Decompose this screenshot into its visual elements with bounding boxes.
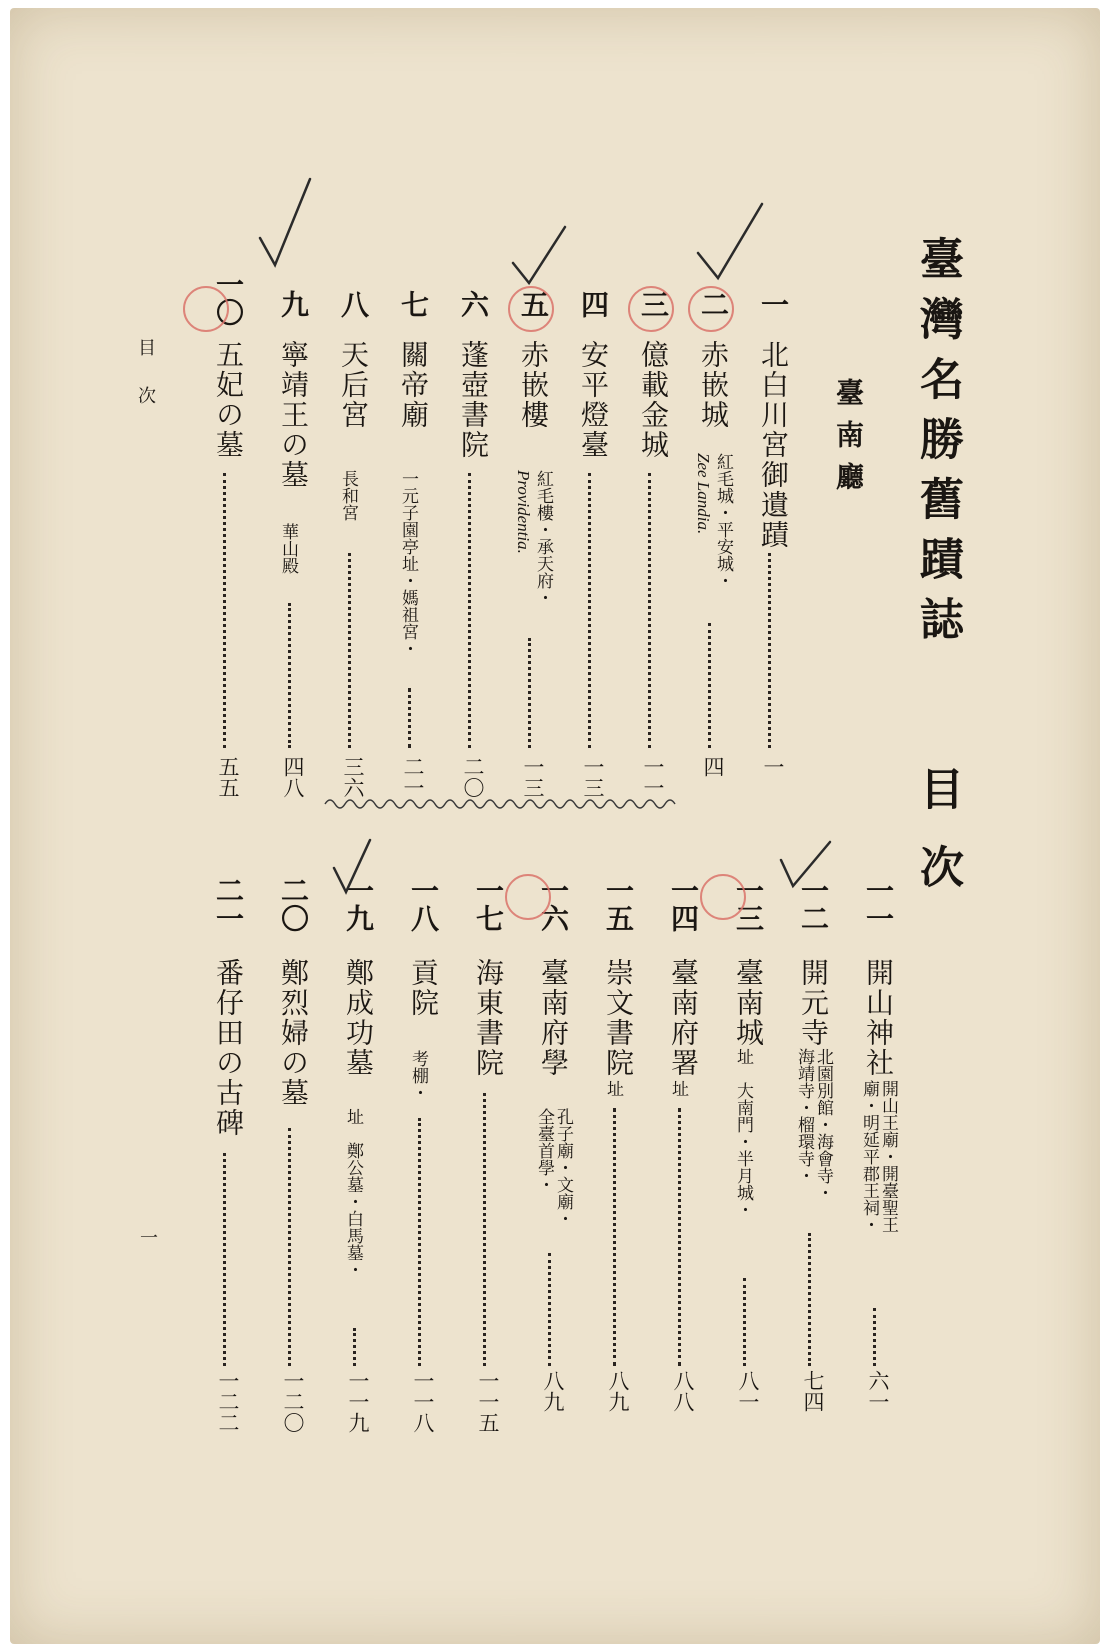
entry-title: 億載金城 xyxy=(637,340,670,460)
leader-dots xyxy=(288,603,291,748)
entry-page: 四八 xyxy=(281,756,305,798)
entry-title: 安平燈臺 xyxy=(577,340,610,460)
entry-page: 一 xyxy=(761,756,785,777)
entry-page: 一三 xyxy=(521,756,545,798)
entry-title: 鄭成功墓 xyxy=(342,958,375,1078)
entry-title: 臺南府署 xyxy=(667,958,700,1078)
entry-page: 一一九 xyxy=(346,1370,370,1433)
entry-title: 蓬壺書院 xyxy=(457,340,490,460)
check-mark-icon xyxy=(505,223,585,293)
leader-dots xyxy=(873,1308,876,1366)
entry-title: 海東書院 xyxy=(472,958,505,1078)
leader-dots xyxy=(768,553,771,748)
entry-page: 一三 xyxy=(581,756,605,798)
entry-subtitle: 一元子園亭址・媽祖宮・ xyxy=(398,470,418,657)
entry-number: 一六 xyxy=(537,876,570,932)
entry-number: 五 xyxy=(517,290,550,318)
book-page xyxy=(10,8,1100,1644)
entry-number: 六 xyxy=(457,290,490,318)
book-title: 臺灣名勝舊蹟誌 xyxy=(912,236,963,656)
entry-number: 四 xyxy=(577,290,610,318)
entry-subtitle: 孔子廟・文廟・ xyxy=(553,1108,573,1227)
leader-dots xyxy=(288,1128,291,1366)
red-circle-mark xyxy=(505,874,551,920)
entry-title: 貢院 xyxy=(407,958,440,1018)
entry-page: 八九 xyxy=(541,1370,565,1412)
leader-dots xyxy=(468,473,471,748)
wavy-divider xyxy=(325,794,685,814)
leader-dots xyxy=(708,623,711,748)
red-circle-mark xyxy=(628,286,674,332)
entry-page: 一一 xyxy=(641,756,665,798)
entry-title: 開山神社 xyxy=(862,958,895,1078)
leader-dots xyxy=(678,1108,681,1366)
entry-page: 八九 xyxy=(606,1370,630,1412)
check-mark-icon xyxy=(250,173,330,273)
entry-number: 一五 xyxy=(602,876,635,932)
entry-number: 一三 xyxy=(732,876,765,932)
entry-number: 二〇 xyxy=(277,876,310,932)
entry-subtitle: 開山王廟・開臺聖王 xyxy=(878,1080,898,1233)
entry-subtitle: 址 大南門・半月城・ xyxy=(733,1048,753,1218)
entry-number: 一一 xyxy=(862,876,895,932)
entry-page: 三六 xyxy=(341,756,365,798)
entry-page: 一二二 xyxy=(216,1370,240,1433)
check-mark-icon xyxy=(690,198,770,288)
leader-dots xyxy=(613,1108,616,1366)
check-mark-icon xyxy=(775,838,845,898)
entry-page: 二一 xyxy=(401,756,425,798)
entry-subtitle: 華山殿 xyxy=(278,523,298,574)
entry-title: 鄭烈婦の墓 xyxy=(277,958,310,1108)
entry-subtitle: 北園別館・海會寺・ xyxy=(813,1048,833,1201)
entry-title: 寧靖王の墓 xyxy=(277,340,310,490)
entry-title: 天后宮 xyxy=(337,340,370,430)
entry-subtitle: 址 鄭公墓・白馬墓・ xyxy=(343,1108,363,1278)
leader-dots xyxy=(743,1278,746,1366)
entry-subtitle: 廟・明延平郡王祠・ xyxy=(859,1080,879,1233)
entry-number: 一八 xyxy=(407,876,440,932)
entry-subtitle: 考棚・ xyxy=(408,1050,428,1101)
entry-number: 九 xyxy=(277,290,310,318)
entry-title: 關帝廟 xyxy=(397,340,430,430)
leader-dots xyxy=(223,1153,226,1366)
entry-subtitle: 長和宮 xyxy=(338,470,358,521)
check-mark-icon xyxy=(328,838,388,898)
entry-page: 五五 xyxy=(216,756,240,798)
leader-dots xyxy=(353,1328,356,1366)
entry-number: 二 xyxy=(697,290,730,318)
entry-page: 一一八 xyxy=(411,1370,435,1433)
red-circle-mark xyxy=(183,286,229,332)
leader-dots xyxy=(588,473,591,748)
entry-page: 二〇 xyxy=(461,756,485,798)
entry-title: 五妃の墓 xyxy=(212,340,245,460)
entry-subtitle: 紅毛城・平安城・ xyxy=(713,453,733,589)
entry-subtitle: 址 xyxy=(668,1080,688,1097)
entry-page: 一二〇 xyxy=(281,1370,305,1433)
entry-number: 一九 xyxy=(342,876,375,932)
entry-page: 一一五 xyxy=(476,1370,500,1433)
entry-title: 番仔田の古碑 xyxy=(212,958,245,1138)
leader-dots xyxy=(528,638,531,748)
entry-title: 臺南府學 xyxy=(537,958,570,1078)
entry-subtitle: 海靖寺・榴環寺・ xyxy=(794,1048,814,1184)
entry-page: 八八 xyxy=(671,1370,695,1412)
leader-dots xyxy=(223,473,226,748)
entry-number: 八 xyxy=(337,290,370,318)
entry-subtitle: 全臺首學・ xyxy=(534,1108,554,1193)
entry-subtitle-latin: Zee Landia. xyxy=(694,453,713,535)
entry-title: 赤嵌樓 xyxy=(517,340,550,430)
entry-title: 開元寺 xyxy=(797,958,830,1048)
red-circle-mark xyxy=(688,286,734,332)
entry-number: 二一 xyxy=(212,876,245,932)
entry-title: 臺南城 xyxy=(732,958,765,1048)
section-title: 臺南廳 xyxy=(832,378,865,504)
entry-number: 一二 xyxy=(797,876,830,932)
leader-dots xyxy=(418,1118,421,1366)
leader-dots xyxy=(808,1233,811,1366)
entry-number: 一〇 xyxy=(212,270,245,326)
entry-title: 赤嵌城 xyxy=(697,340,730,430)
leader-dots xyxy=(483,1093,486,1366)
entry-subtitle: 紅毛樓・承天府・ xyxy=(533,470,553,606)
entry-page: 四 xyxy=(701,756,725,777)
entry-number: 一七 xyxy=(472,876,505,932)
entry-number: 一四 xyxy=(667,876,700,932)
entry-number: 三 xyxy=(637,290,670,318)
entry-page: 八一 xyxy=(736,1370,760,1412)
entry-subtitle-latin: Providentia. xyxy=(514,470,533,554)
leader-dots xyxy=(548,1253,551,1366)
entry-title: 崇文書院 xyxy=(602,958,635,1078)
entry-number: 一 xyxy=(757,290,790,318)
running-title: 目次 xyxy=(135,338,156,434)
entry-page: 六一 xyxy=(866,1370,890,1412)
leader-dots xyxy=(408,688,411,748)
leader-dots xyxy=(348,553,351,748)
leader-dots xyxy=(648,473,651,748)
toc-heading: 目次 xyxy=(912,766,963,922)
red-circle-mark xyxy=(700,874,746,920)
page-number: 一 xyxy=(137,1228,158,1246)
entry-page: 七四 xyxy=(801,1370,825,1412)
entry-subtitle: 址 xyxy=(603,1080,623,1097)
entry-number: 七 xyxy=(397,290,430,318)
entry-title: 北白川宮御遺蹟 xyxy=(757,340,790,550)
